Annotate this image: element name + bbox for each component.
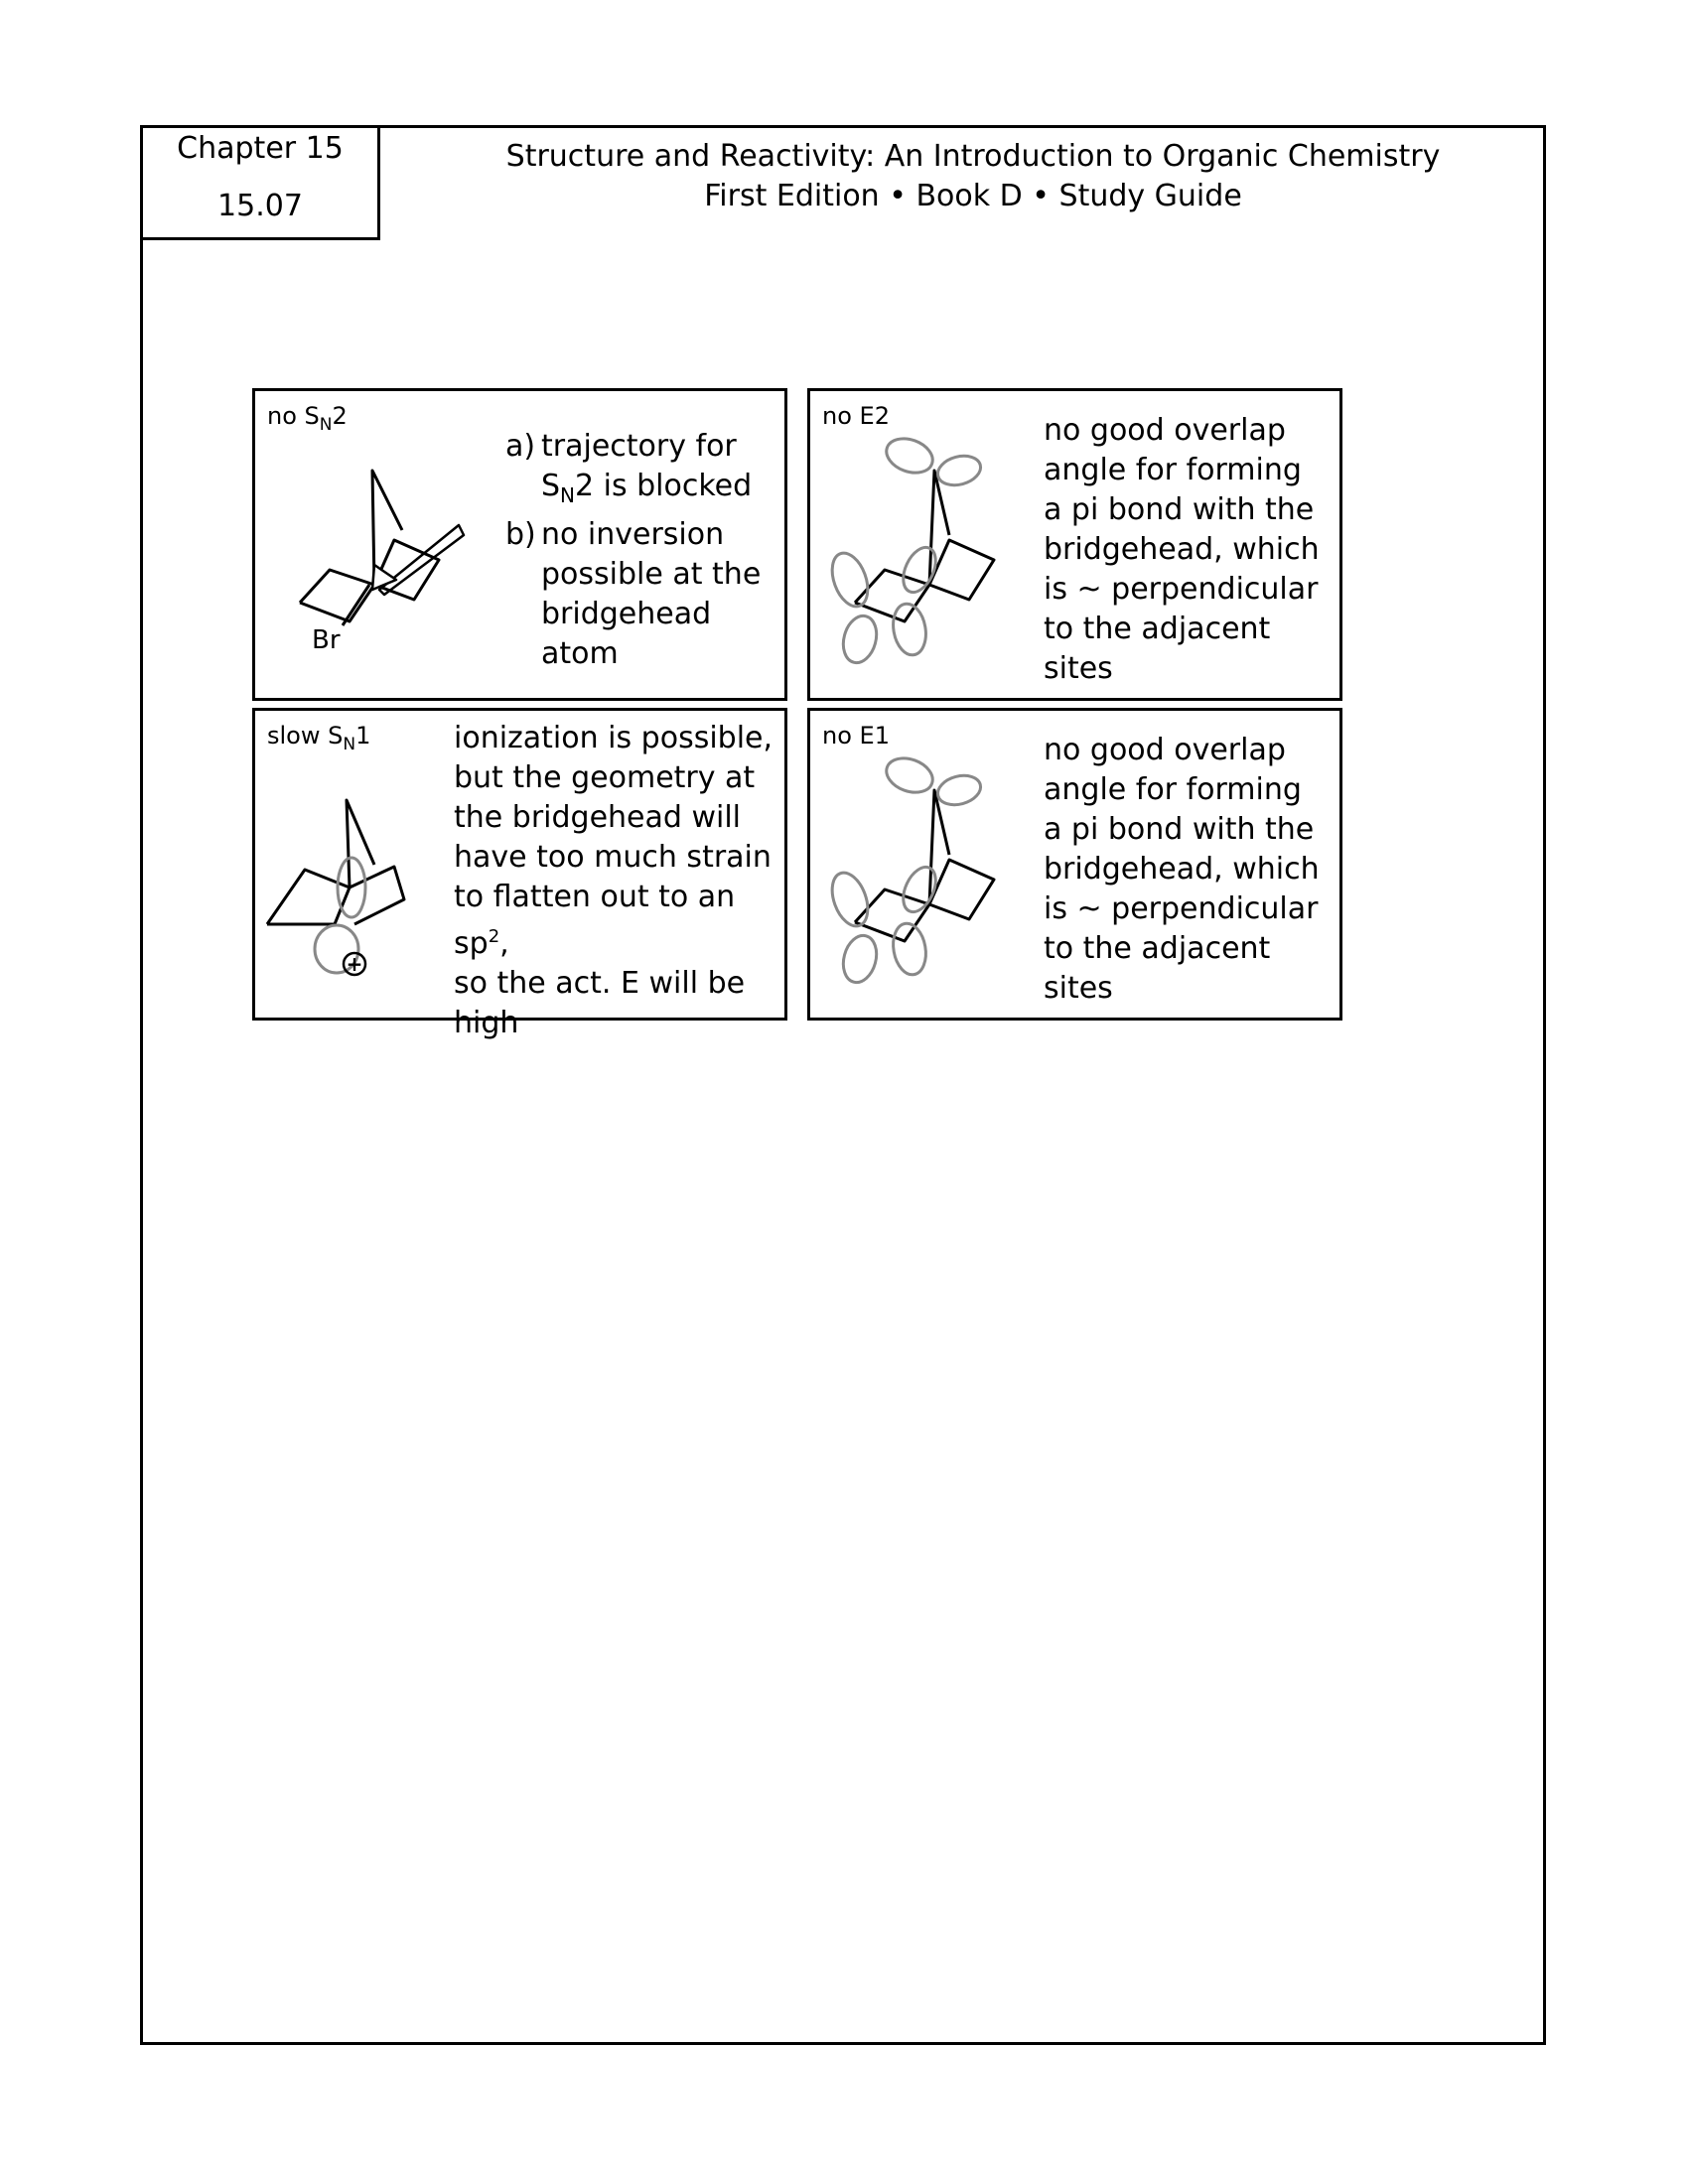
positive-charge-label: + [346,952,363,976]
edition-line: First Edition • Book D • Study Guide [704,179,1242,213]
panel-label: no E1 [822,722,890,750]
panel-no-e1 [807,708,1342,1021]
panel-explanation: ionization is possible, but the geometry at the bridgehead will have too much strain to flatten out to an $sp^2$, so the act. E will be high [454,721,774,1040]
panel-no-e2 [807,388,1342,701]
section-number: 15.07 [217,189,303,223]
panel-label: no $S_N2$ [267,402,348,435]
panel-slow-sn1 [252,708,787,1040]
book-title: Structure and Reactivity: An Introduction to Organic Chemistry [505,139,1441,174]
chapter-label: Chapter 15 [177,131,344,166]
panel-explanation: no good overlap angle for forming a pi bond with the bridgehead, which is ~ perpendicular to the adjacent sites [1044,413,1320,686]
bromine-atom-label: Br [312,625,341,655]
panel-explanation: a) trajectory for $S_N2$ is blocked b) no inversion possible at the bridgehead atom [505,429,762,671]
panel-label: slow $S_N1$ [267,722,371,754]
panel-label: no E2 [822,402,890,430]
panel-explanation: no good overlap angle for forming a pi bond with the bridgehead, which is ~ perpendicular to the adjacent sites [1044,733,1320,1006]
chapter-box [140,125,380,240]
book-header [427,137,1519,216]
panel-no-sn2 [252,388,787,701]
